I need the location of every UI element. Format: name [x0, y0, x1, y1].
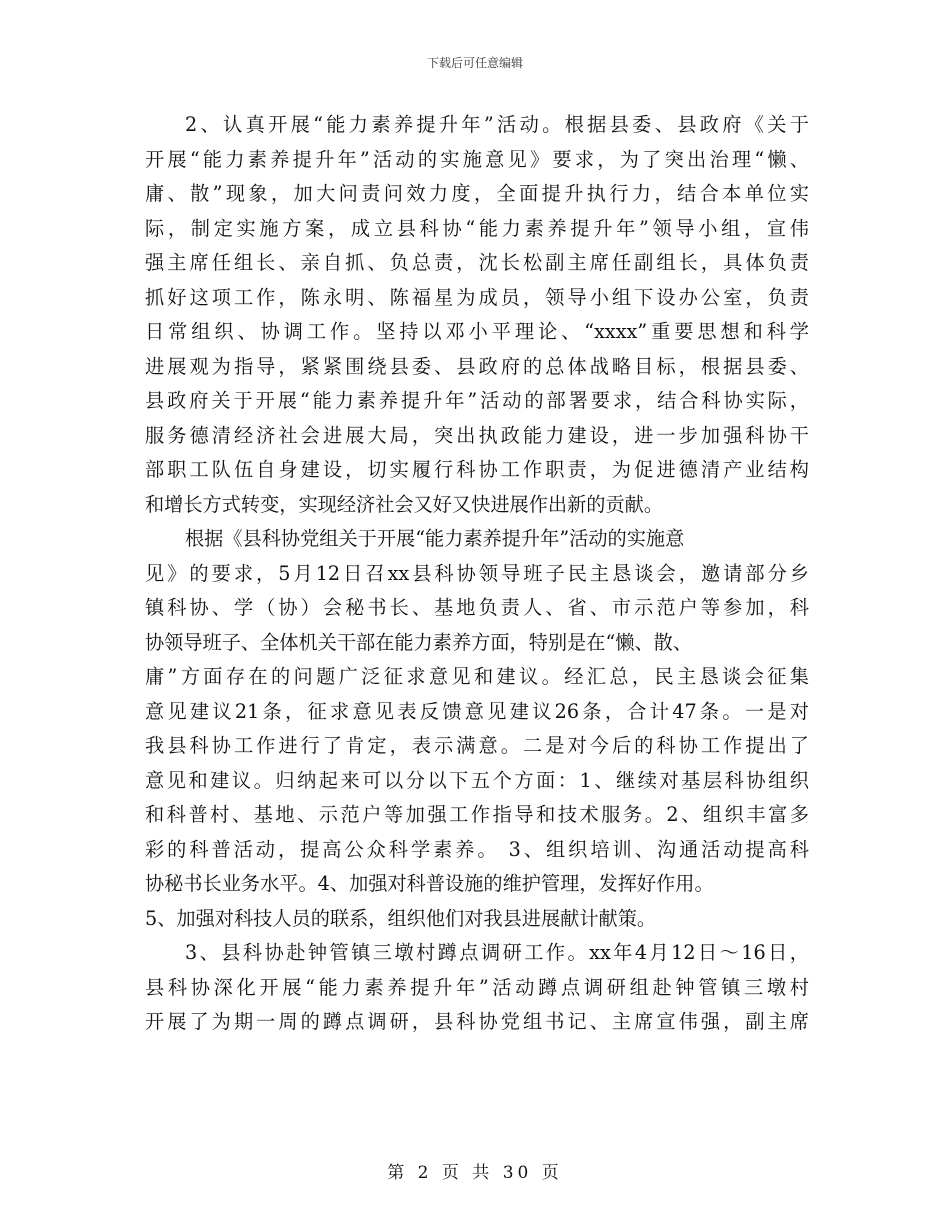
- text-line: 开展了为期一周的蹲点调研，县科协党组书记、主席宣伟强，副主席: [145, 1010, 809, 1033]
- text-line: 进展观为指导，紧紧围绕县委、县政府的总体战略目标，根据县委、: [145, 354, 809, 378]
- page-footer: 第 2 页 共 30 页: [387, 1163, 563, 1183]
- text-line: 部职工队伍自身建设，切实履行科协工作职责，为促进德清产业结构: [145, 458, 809, 481]
- text-line: 协秘书长业务水平。4、加强对科普设施的维护管理，发挥好作用。: [145, 872, 714, 895]
- document-body: [145, 108, 809, 1040]
- text-line: 镇科协、学（协）会秘书长、基地负责人、省、市示范户等参加，科: [145, 596, 809, 619]
- text-line: 意见建议21条，征求意见表反馈意见建议26条，合计47条。一是对: [145, 699, 809, 723]
- text-line: 2、认真开展“能力素养提升年”活动。根据县委、县政府《关于: [185, 113, 809, 136]
- text-line: 县政府关于开展“能力素养提升年”活动的部署要求，结合科协实际，: [145, 389, 809, 412]
- text-line: 庸、散”现象，加大问责问效力度，全面提升执行力，结合本单位实: [145, 182, 809, 205]
- text-line: 际，制定实施方案，成立县科协“能力素养提升年”领导小组，宣伟: [145, 216, 809, 240]
- text-line: 见》的要求，5月12日召xx县科协领导班子民主恳谈会，邀请部分乡: [145, 561, 809, 585]
- text-line: 根据《县科协党组关于开展“能力素养提升年”活动的实施意: [185, 527, 685, 550]
- text-line: 我县科协工作进行了肯定，表示满意。二是对今后的科协工作提出了: [145, 734, 809, 757]
- text-line: 抓好这项工作，陈永明、陈福星为成员，领导小组下设办公室，负责: [145, 285, 809, 309]
- text-line: 5、加强对科技人员的联系，组织他们对我县进展献计献策。: [145, 906, 657, 930]
- text-line: 庸”方面存在的问题广泛征求意见和建议。经汇总，民主恳谈会征集: [145, 665, 809, 688]
- text-line: 日常组织、协调工作。坚持以邓小平理论、“xxxx”重要思想和科学: [145, 320, 809, 343]
- text-line: 服务德清经济社会进展大局，突出执政能力建设，进一步加强科协干: [145, 423, 809, 447]
- text-line: 县科协深化开展“能力素养提升年”活动蹲点调研组赴钟管镇三墩村: [145, 975, 809, 999]
- text-line: 协领导班子、全体机关干部在能力素养方面，特别是在“懒、散、: [145, 630, 693, 654]
- text-line: 彩的科普活动，提高公众科学素养。 3、组织培训、沟通活动提高科: [145, 837, 809, 861]
- text-line: 和科普村、基地、示范户等加强工作指导和技术服务。2、组织丰富多: [145, 803, 809, 826]
- text-line: 意见和建议。归纳起来可以分以下五个方面：1、继续对基层科协组织: [145, 768, 809, 792]
- text-line: 强主席任组长、亲自抓、负总责，沈长松副主席任副组长，具体负责: [145, 251, 809, 274]
- page-header: 下载后可任意编辑: [426, 56, 523, 70]
- text-line: 和增长方式转变，实现经济社会又好又快进展作出新的贡献。: [145, 492, 664, 516]
- text-line: 3、县科协赴钟管镇三墩村蹲点调研工作。xx年4月12日～16日，: [185, 941, 809, 964]
- text-line: 开展“能力素养提升年”活动的实施意见》要求，为了突出治理“懒、: [145, 147, 809, 171]
